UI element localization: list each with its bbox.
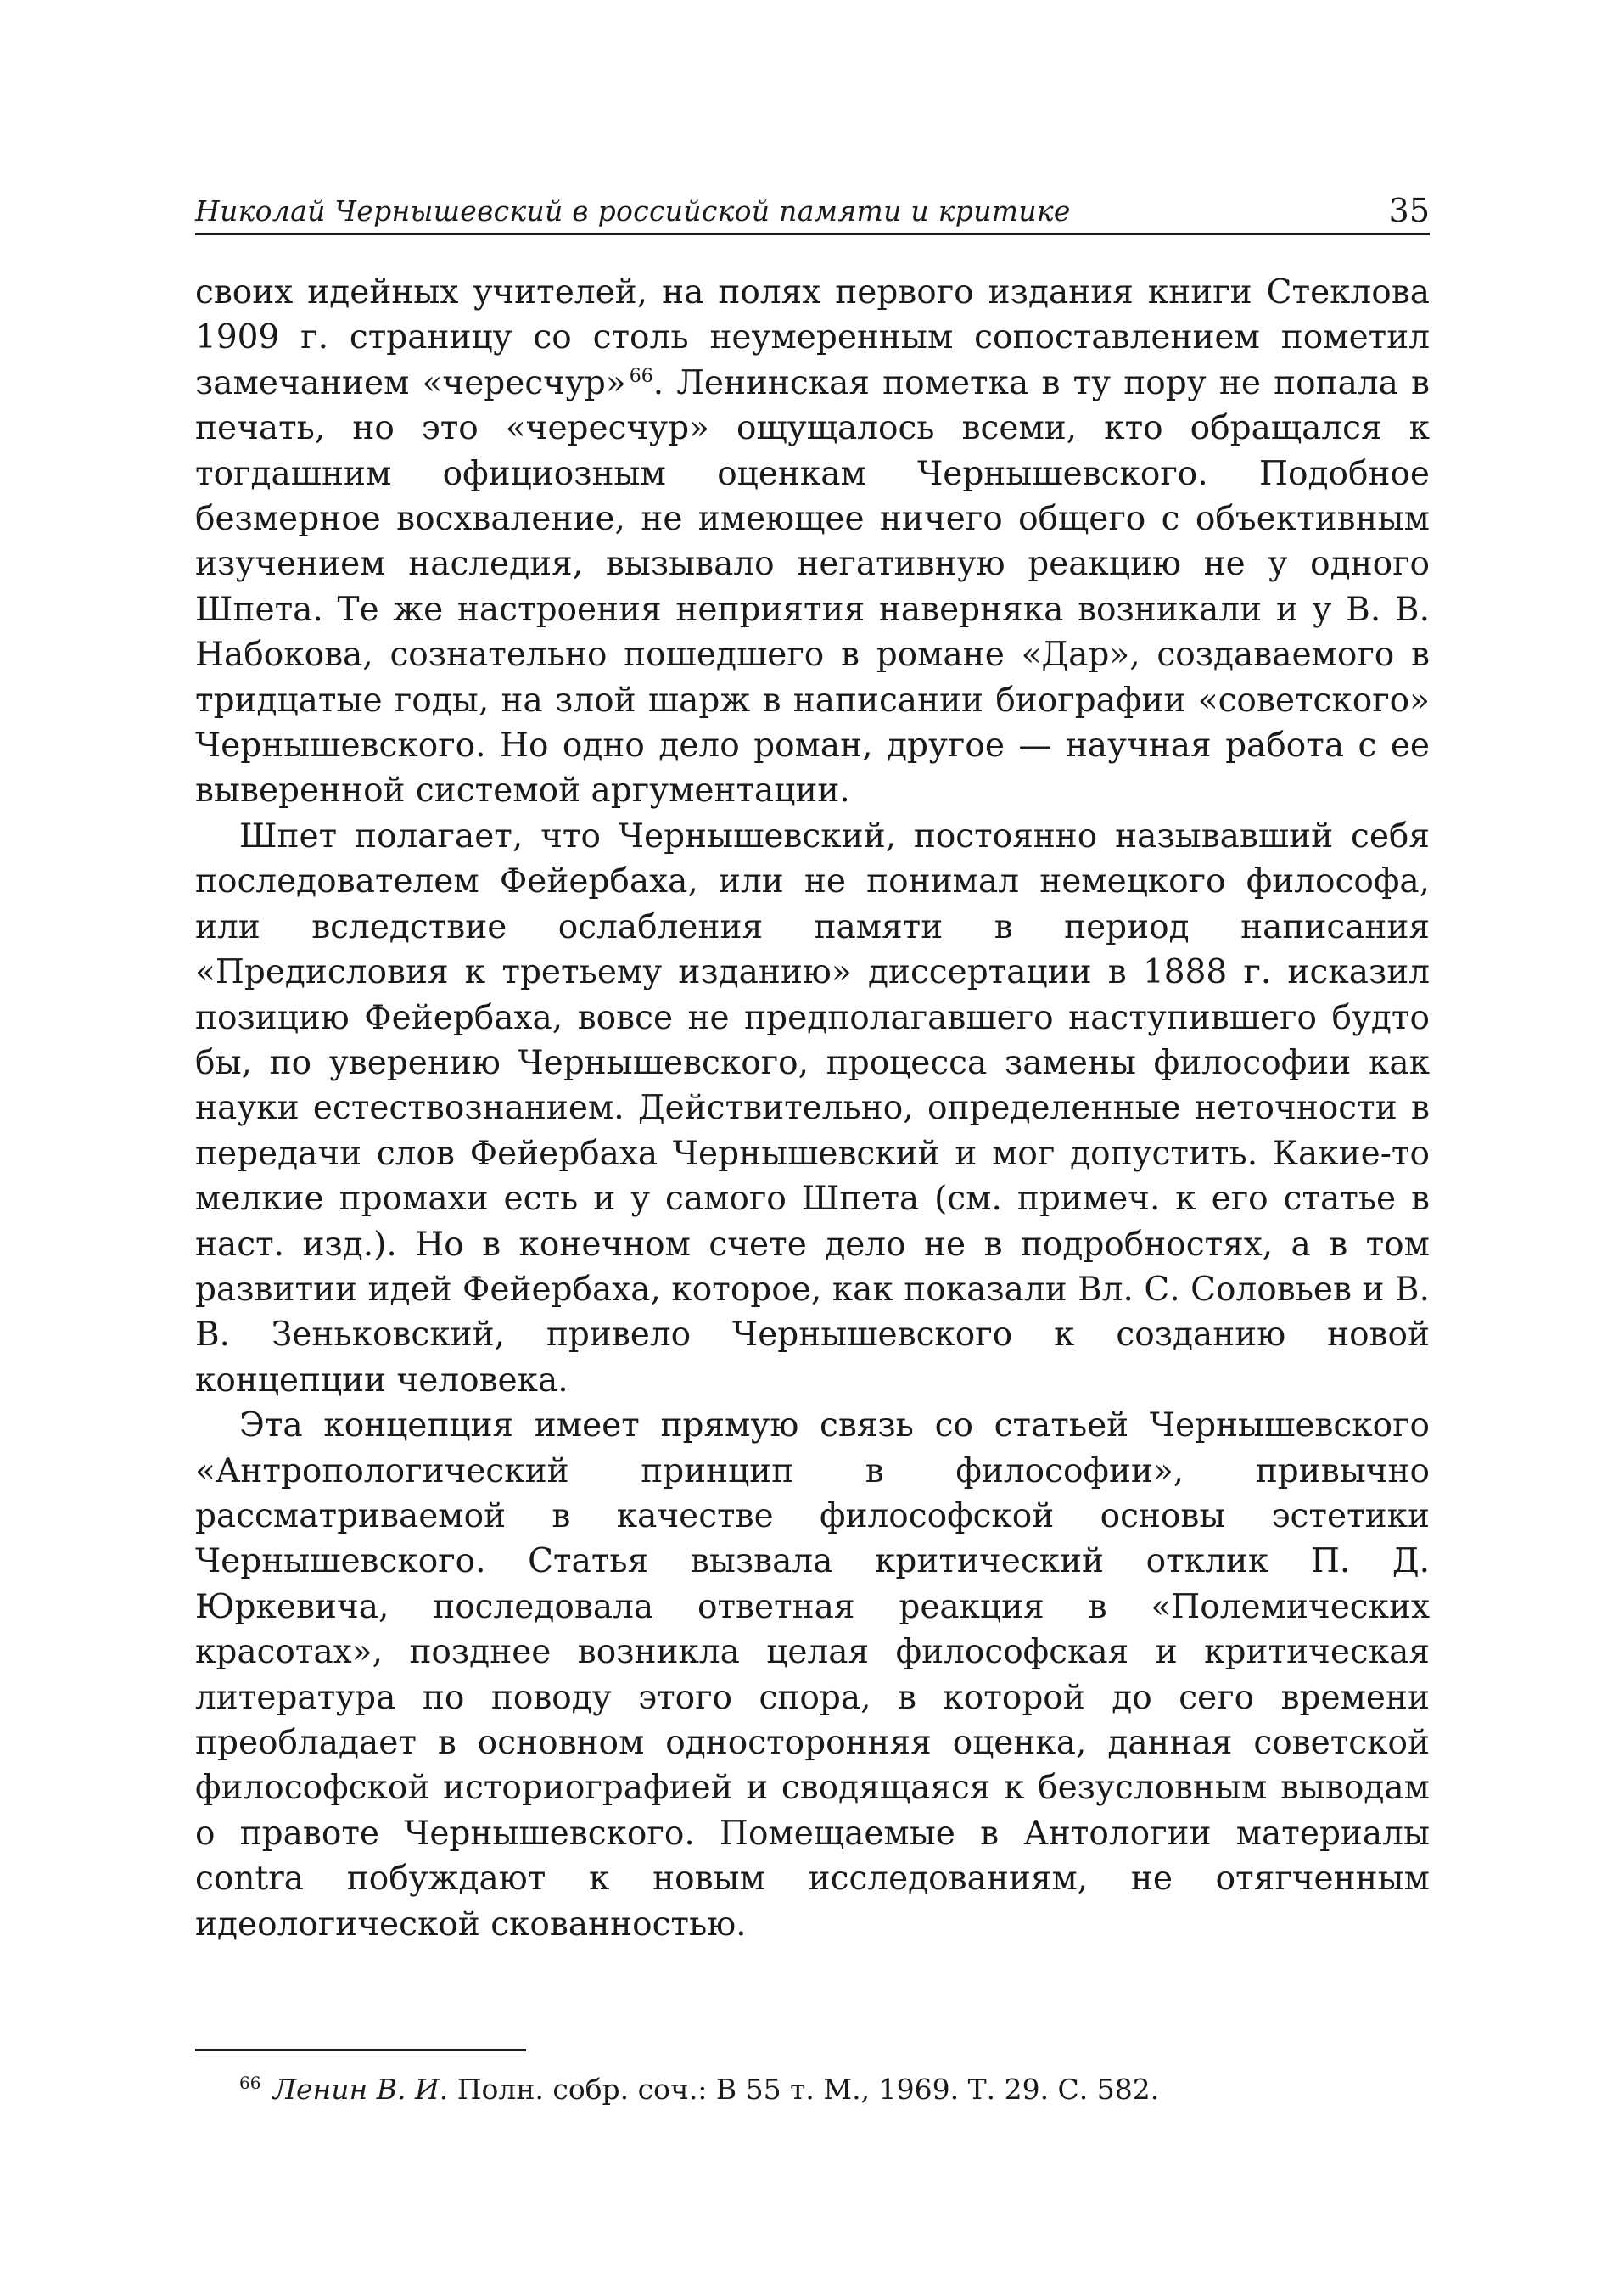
paragraph-1 bbox=[195, 270, 1430, 814]
footnote-mark: 66 bbox=[239, 2073, 261, 2093]
footnote-author: Ленин В. И. bbox=[272, 2073, 449, 2106]
paragraph-1-text-start: своих идейных учителей, на полях первого издания книги Стеклова 1909 г. страницу со столь неумеренным сопоставлением пометил замечанием «чересчур» bbox=[195, 273, 1430, 402]
footnote bbox=[239, 2071, 1427, 2108]
page-number: 35 bbox=[1388, 192, 1430, 229]
footnote-reference: 66 bbox=[629, 365, 653, 387]
footnote-text: Полн. собр. соч.: В 55 т. М., 1969. Т. 29. С. 582. bbox=[456, 2073, 1160, 2106]
paragraph-1-text-end: . Ленинская пометка в ту пору не попала в печать, но это «чересчур» ощущалось всеми, кто обращался к тогдашним официозным оценкам Чернышевского. Подобное безмерное восхваление, не имеющее ничего общего с объективным изучением наследия, вызывало негативную реакцию не у одного Шпета. Те же настроения неприятия наверняка возникали и у В. В. Набокова, сознательно пошедшего в романе «Дар», создаваемого в тридцатые годы, на злой шарж в написании биографии «советского» Чернышевского. Но одно дело роман, другое — научная работа с ее выверенной системой аргументации. bbox=[195, 363, 1430, 811]
paragraph-3: Эта концепция имеет прямую связь со статьей Чернышевского «Антропологический принцип в философии», привычно рассматриваемой в качестве философской основы эстетики Чернышевского. Статья вызвала критический отклик П. Д. Юркевича, последовала ответная реакция в «Полемических красотах», позднее возникла целая философская и критическая литература по поводу этого спора, в которой до сего времени преобладает в основном односторонняя оценка, данная советской философской историографией и сводящаяся к безусловным выводам о правоте Чернышевского. Помещаемые в Антологии материалы contra побуждают к новым исследованиям, не отягченным идеологической скованностью. bbox=[195, 1406, 1430, 1944]
running-head bbox=[195, 188, 1430, 235]
body-text bbox=[195, 270, 1430, 1947]
running-title: Николай Чернышевский в российской памяти и критике bbox=[195, 194, 1071, 227]
footnote-divider bbox=[195, 2049, 526, 2051]
paragraph-2: Шпет полагает, что Чернышевский, постоянно называвший себя последователем Фейербаха, или не понимал немецкого философа, или вследствие ослабления памяти в период написания «Предисловия к третьему изданию» диссертации в 1888 г. исказил позицию Фейербаха, вовсе не предполагавшего наступившего будто бы, по уверению Чернышевского, процесса замены философии как науки естествознанием. Действительно, определенные неточности в передачи слов Фейербаха Чернышевский и мог допустить. Какие-то мелкие промахи есть и у самого Шпета (см. примеч. к его статье в наст. изд.). Но в конечном счете дело не в подробностях, а в том развитии идей Фейербаха, которое, как показали Вл. С. Соловьев и В. В. Зеньковский, привело Чернышевского к созданию новой концепции человека. bbox=[195, 816, 1430, 1400]
